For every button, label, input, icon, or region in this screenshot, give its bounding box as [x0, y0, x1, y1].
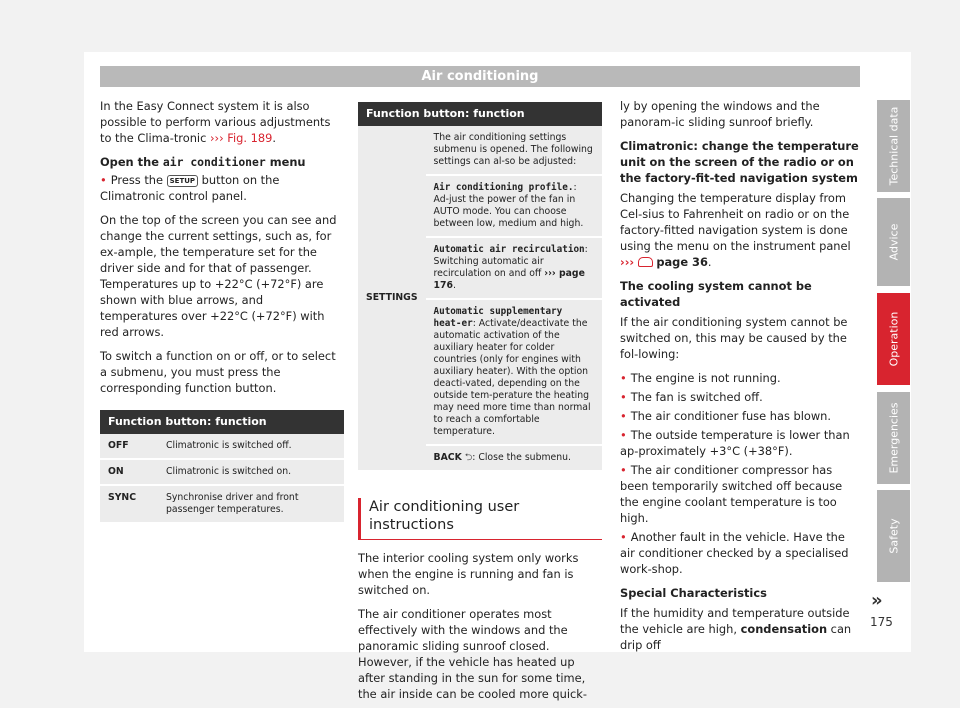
- tab-emergencies[interactable]: [877, 392, 910, 484]
- continue-icon: »: [871, 590, 883, 611]
- bullet-icon: •: [620, 428, 627, 442]
- column-2: [358, 102, 602, 708]
- page-ref-link[interactable]: ››› page 176: [433, 268, 585, 291]
- section-title: Air conditioning user instructions: [358, 498, 602, 540]
- paragraph-screen: On the top of the screen you can see and change the current settings, such as, for ex-ample, the temperature set for the driver side and for that of passenger. Temperatures up to +22°C (+72°F) are shown with blue arrows, and temperatures over +22°C (+72°F) with red arrows.: [100, 213, 337, 339]
- settings-table-header: Function button: function: [358, 102, 602, 126]
- settings-item: [426, 175, 602, 237]
- settings-item: [426, 299, 602, 445]
- paragraph-causes: If the air conditioning system cannot be switched on, this may be caused by the fol-lowing:: [620, 315, 848, 361]
- tab-advice[interactable]: [877, 198, 910, 286]
- list-item-text: The air conditioner compressor has been temporarily switched off because the engine coolant temperature is too high.: [620, 463, 843, 525]
- page-number: 175: [870, 615, 893, 629]
- condensation-suffix: can drip off: [620, 622, 852, 652]
- list-item: [620, 408, 860, 424]
- unit-change-text: Changing the temperature display from Cel-sius to Fahrenheit on radio or on the factory-fitted navigation system is done using the menu on the instrument panel: [620, 191, 851, 253]
- back-text: : Close the submenu.: [472, 452, 571, 463]
- open-menu-heading: [100, 154, 344, 170]
- paragraph-effective: The air conditioner operates most effectively with the windows and the panoramic sliding sunroof closed. However, if the vehicle has heated up after standing in the sun for some time, the air inside can be cooled more quick-: [358, 607, 587, 701]
- bullet-icon: •: [620, 390, 627, 404]
- list-item-text: Another fault in the vehicle. Have the air conditioner checked by a specialised work-shop.: [620, 530, 849, 576]
- value-sync: Synchronise driver and front passenger temperatures.: [158, 485, 344, 523]
- tab-label: Safety: [887, 518, 900, 554]
- open-suffix: menu: [265, 155, 306, 169]
- tab-operation[interactable]: [877, 293, 910, 385]
- paragraph-function: To switch a function on or off, or to select a submenu, you must press the corresponding function button.: [100, 349, 336, 395]
- condensation-bold: condensation: [740, 622, 828, 636]
- list-item-text: The fan is switched off.: [630, 390, 763, 404]
- settings-table: [358, 102, 602, 472]
- bullet-icon: •: [100, 173, 107, 187]
- intro-text: In the Easy Connect system it is also possible to perform various adjustments to the Clima-tronic: [100, 99, 331, 145]
- item-key: Air conditioning profile.: [433, 182, 574, 193]
- list-item-text: The outside temperature is lower than ap-proximately +3°C (+38°F).: [620, 428, 850, 458]
- back-label: BACK: [433, 452, 462, 463]
- value-on: Climatronic is switched on.: [158, 459, 344, 485]
- item-text: : Activate/deactivate the automatic activation of the auxiliary heater for colder countries (only for engines with auxiliary heater). With the option deacti-vated, depending on the outside tem-perature the heating may need more time than normal to reach a comfortable temperature.: [433, 318, 591, 437]
- item-text: : Switching automatic air recirculation on and off: [433, 244, 588, 279]
- heading-temperature-unit: Climatronic: change the temperature unit on the screen of the radio or on the factory-fit-ted navigation system: [620, 139, 859, 185]
- column-3: [620, 98, 860, 653]
- paragraph-continued: ly by opening the windows and the panoram-ic sliding sunroof briefly.: [620, 99, 820, 129]
- list-item: [620, 529, 860, 577]
- list-item-text: The air conditioner fuse has blown.: [630, 409, 832, 423]
- tab-label: Technical data: [887, 106, 900, 186]
- tab-label: Operation: [887, 311, 900, 367]
- ref-arrows: ›››: [620, 255, 635, 269]
- paragraph-cooling: The interior cooling system only works when the engine is running and fan is switched on.: [358, 551, 579, 597]
- item-key: Automatic air recirculation: [433, 244, 585, 255]
- settings-intro: The air conditioning settings submenu is opened. The following settings can al-so be adjusted:: [426, 126, 602, 175]
- table-row: [100, 485, 344, 523]
- table-row: [100, 434, 344, 459]
- press-setup-step: [100, 172, 344, 204]
- bullet-icon: •: [620, 463, 627, 477]
- list-item: [620, 462, 860, 526]
- value-off: Climatronic is switched off.: [158, 434, 344, 459]
- causes-list: [620, 370, 860, 577]
- setup-button-icon: SETUP: [167, 175, 198, 187]
- settings-item: [426, 237, 602, 299]
- tab-technical-data[interactable]: [877, 100, 910, 192]
- column-1: [100, 98, 344, 524]
- menu-name: air conditioner: [162, 155, 266, 169]
- bullet-icon: •: [620, 371, 627, 385]
- back-arrow-icon: ⮌: [464, 452, 473, 463]
- press-suffix: button on the Climatronic control panel.: [100, 173, 280, 203]
- list-item-text: The engine is not running.: [630, 371, 781, 385]
- key-off: OFF: [100, 434, 158, 459]
- key-on: ON: [100, 459, 158, 485]
- list-item: [620, 427, 860, 459]
- list-item: [620, 370, 860, 386]
- item-text: : Ad-just the power of the fan in AUTO mode. You can choose between low, medium and high.: [433, 182, 584, 229]
- intro-paragraph: In the Easy Connect system it is also possible to perform various adjustments to the Clima-tronic ››› Fig. 189.: [100, 99, 331, 145]
- bullet-icon: •: [620, 409, 627, 423]
- open-prefix: Open the: [100, 155, 163, 169]
- key-sync: SYNC: [100, 485, 158, 523]
- table-row: [358, 126, 602, 175]
- settings-key: SETTINGS: [358, 126, 426, 471]
- function-table: [100, 410, 344, 524]
- back-item: [426, 445, 602, 471]
- heading-special: Special Characteristics: [620, 586, 767, 600]
- fig-ref-link[interactable]: ››› Fig. 189: [209, 131, 273, 145]
- table-header: Function button: function: [100, 410, 344, 434]
- tab-safety[interactable]: [877, 490, 910, 582]
- press-prefix: Press the: [110, 173, 167, 187]
- page-header: Air conditioning: [100, 66, 860, 87]
- table-row: [100, 459, 344, 485]
- page-ref-link[interactable]: page 36: [656, 255, 708, 269]
- car-icon: [638, 257, 653, 267]
- paragraph-unit-change: Changing the temperature display from Cel-sius to Fahrenheit on radio or on the factory-fitted navigation system is done using the menu on the instrument panel ››› page 36.: [620, 191, 851, 269]
- heading-cannot-activate: The cooling system cannot be activated: [620, 279, 812, 309]
- paragraph-condensation: [620, 605, 860, 653]
- list-item: [620, 389, 860, 405]
- bullet-icon: •: [620, 530, 627, 544]
- item-tail: .: [452, 280, 456, 291]
- item-key: Automatic supplementary heat-er: [433, 306, 563, 329]
- tab-label: Advice: [887, 223, 900, 261]
- condensation-prefix: If the humidity and temperature outside the vehicle are high,: [620, 606, 850, 636]
- tab-label: Emergencies: [887, 402, 900, 474]
